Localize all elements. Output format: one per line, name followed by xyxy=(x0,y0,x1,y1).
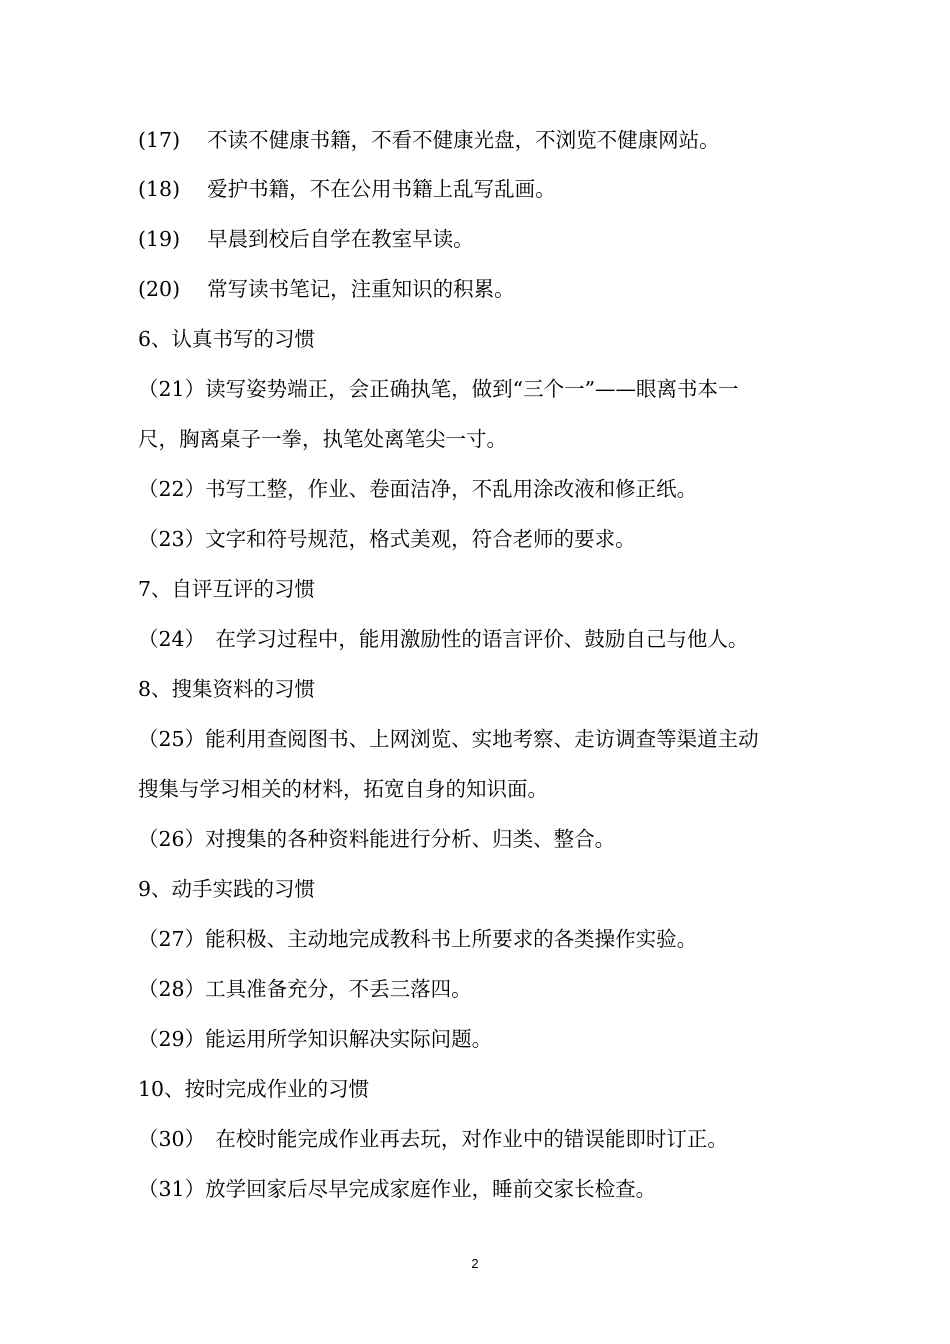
item-25-line-2: 搜集与学习相关的材料，拓宽自身的知识面。 xyxy=(138,777,548,801)
item-26: （26）对搜集的各种资料能进行分析、归类、整合。 xyxy=(138,827,616,851)
item-22: （22）书写工整，作业、卷面洁净，不乱用涂改液和修正纸。 xyxy=(138,477,698,501)
item-21-line-2: 尺，胸离桌子一拳，执笔处离笔尖一寸。 xyxy=(138,427,507,451)
item-27: （27）能积极、主动地完成教科书上所要求的各类操作实验。 xyxy=(138,927,698,951)
item-20: (20) 常写读书笔记，注重知识的积累。 xyxy=(138,277,515,301)
section-heading-8: 8、搜集资料的习惯 xyxy=(138,677,316,701)
item-25-line-1: （25）能利用查阅图书、上网浏览、实地考察、走访调查等渠道主动 xyxy=(138,727,759,751)
item-23: （23）文字和符号规范，格式美观，符合老师的要求。 xyxy=(138,527,636,551)
item-29: （29）能运用所学知识解决实际问题。 xyxy=(138,1027,493,1051)
item-28: （28）工具准备充分，不丢三落四。 xyxy=(138,977,472,1001)
item-21-line-1: （21）读写姿势端正，会正确执笔，做到“三个一”——眼离书本一 xyxy=(138,377,739,401)
item-30: （30） 在校时能完成作业再去玩，对作业中的错误能即时订正。 xyxy=(138,1127,728,1151)
page-number: 2 xyxy=(471,1256,479,1271)
section-heading-7: 7、自评互评的习惯 xyxy=(138,577,316,601)
item-24: （24） 在学习过程中，能用激励性的语言评价、鼓励自己与他人。 xyxy=(138,627,749,651)
section-heading-6: 6、认真书写的习惯 xyxy=(138,327,316,351)
item-31: （31）放学回家后尽早完成家庭作业，睡前交家长检查。 xyxy=(138,1177,657,1201)
section-heading-10: 10、按时完成作业的习惯 xyxy=(138,1077,370,1101)
section-heading-9: 9、动手实践的习惯 xyxy=(138,877,316,901)
item-17: (17) 不读不健康书籍，不看不健康光盘，不浏览不健康网站。 xyxy=(138,128,720,152)
item-19: (19) 早晨到校后自学在教室早读。 xyxy=(138,227,474,251)
item-18: (18) 爱护书籍，不在公用书籍上乱写乱画。 xyxy=(138,177,556,201)
